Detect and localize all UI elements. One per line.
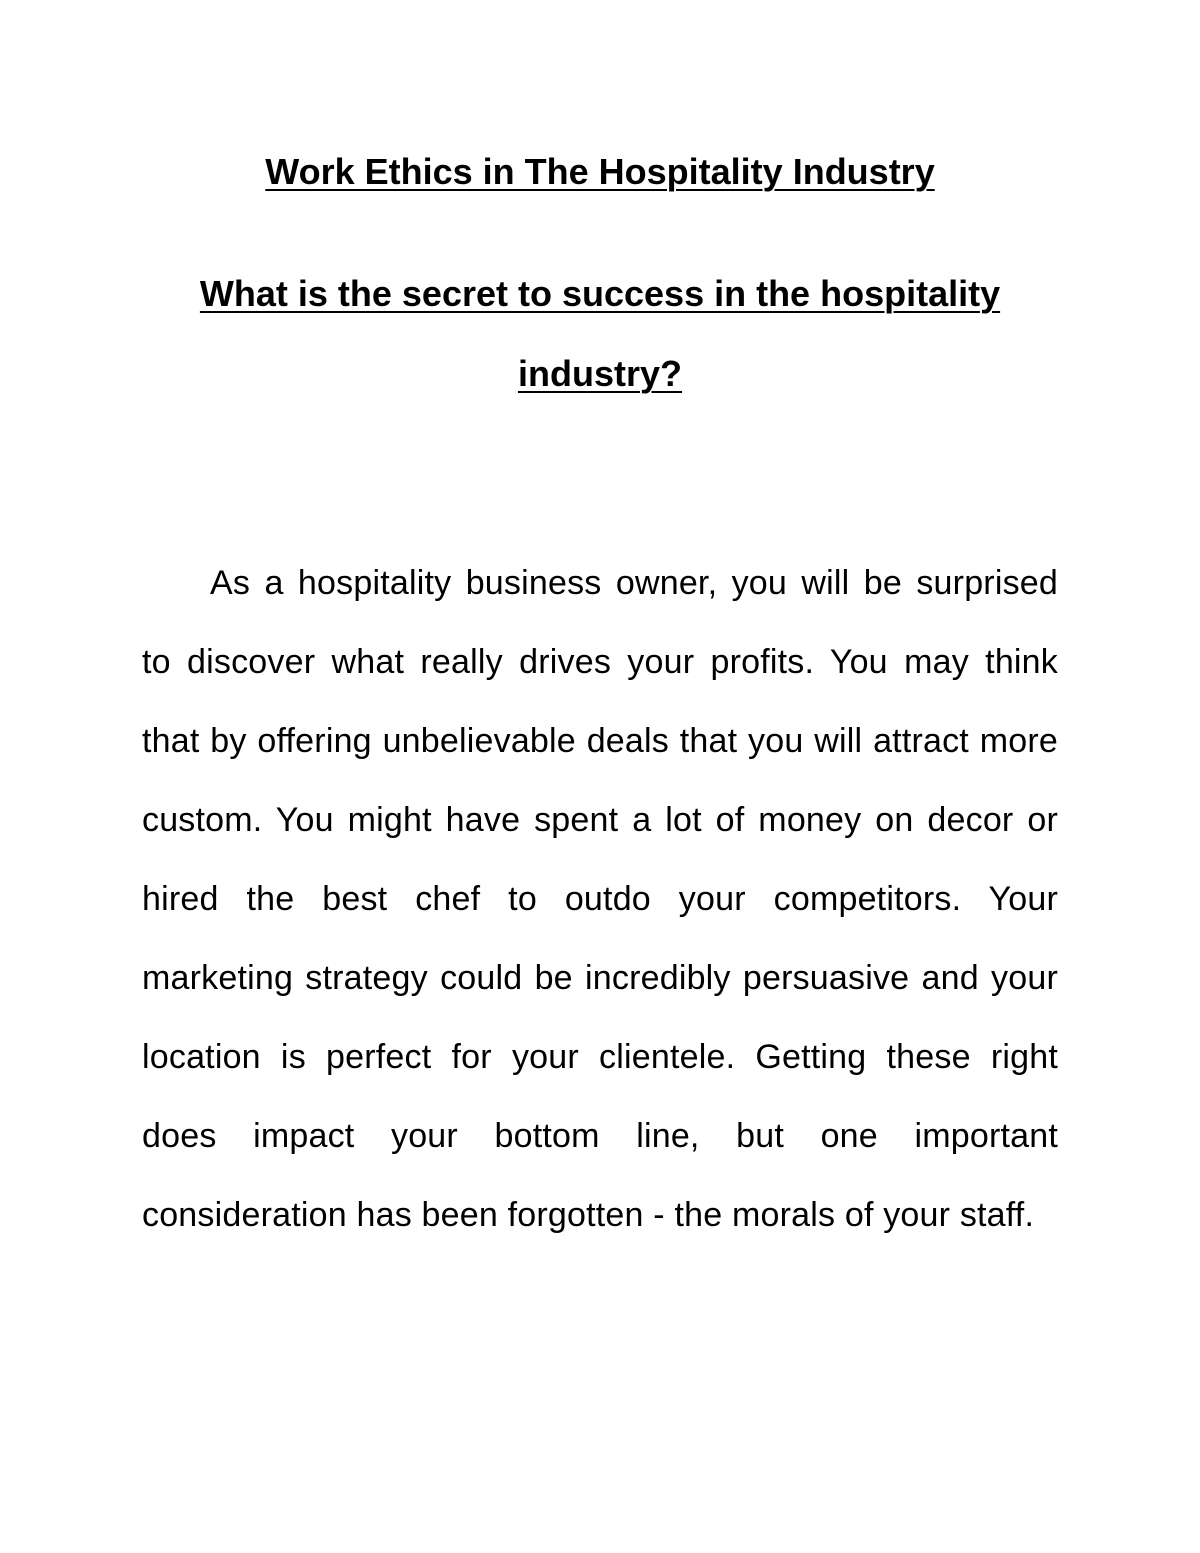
document-title: Work Ethics in The Hospitality Industry (265, 151, 935, 192)
section-question-heading: What is the secret to success in the hospitality industry? (199, 273, 1001, 394)
body-paragraph: As a hospitality business owner, you will be surprised to discover what really drives your profits. You may think that by offering unbelievable deals that you will attract more custom. You might have spent a lot of money on decor or hired the best chef to outdo your competitors. Your marketing strategy could be incredibly persuasive and your location is perfect for your clientele. Getting these right does impact your bottom line, but one important consideration has been forgotten - the morals of your staff. (142, 564, 1058, 1234)
